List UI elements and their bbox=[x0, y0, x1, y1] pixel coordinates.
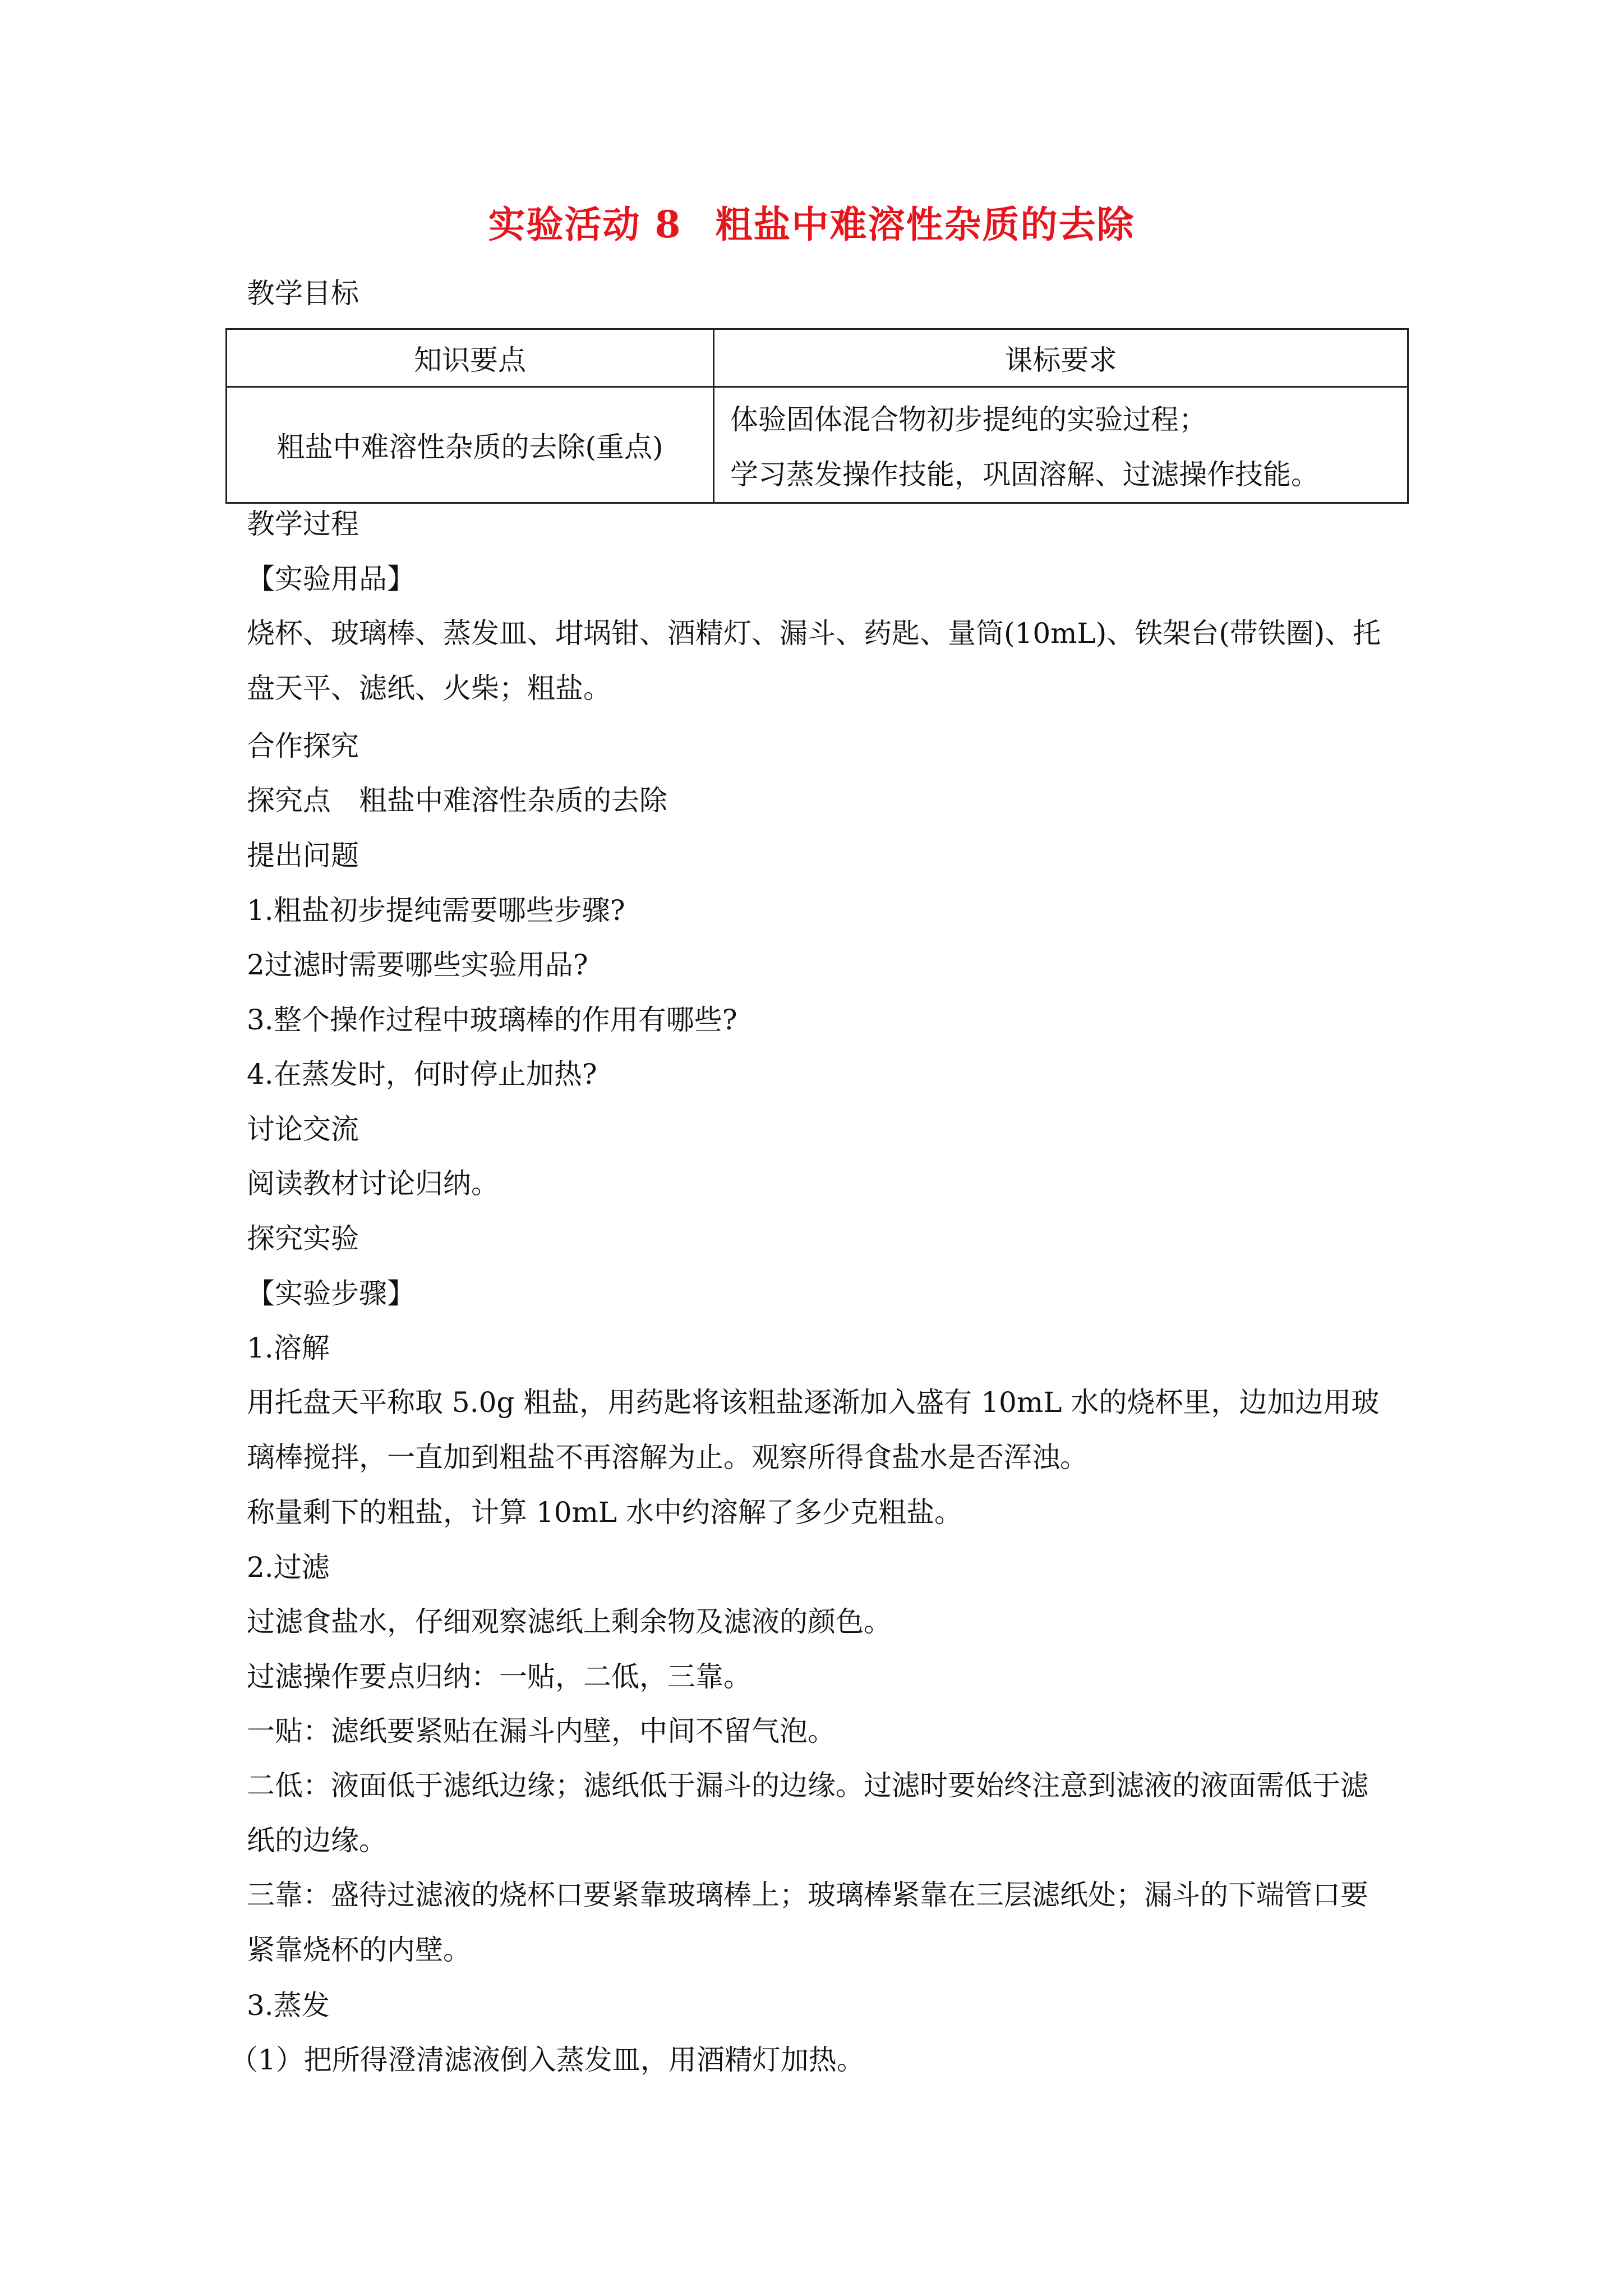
requirement-line: 体验固体混合物初步提纯的实验过程； bbox=[730, 403, 1207, 436]
raise-questions: 提出问题 bbox=[247, 839, 359, 872]
question-item: 1.粗盐初步提纯需要哪些步骤? bbox=[247, 894, 625, 927]
step2-two-low: 二低：液面低于滤纸边缘；滤纸低于漏斗的边缘。过滤时要始终注意到滤液的液面需低于滤纸的边缘。 bbox=[247, 1769, 1368, 1857]
question-item: 2过滤时需要哪些实验用品? bbox=[247, 949, 588, 981]
section-objectives: 教学目标 bbox=[247, 277, 359, 310]
heading-materials: 【实验用品】 bbox=[247, 563, 415, 595]
step2-three-lean: 三靠：盛待过滤液的烧杯口要紧靠玻璃棒上；玻璃棒紧靠在三层滤纸处；漏斗的下端管口要紧靠烧杯的内壁。 bbox=[247, 1879, 1368, 1966]
header-knowledge-points: 知识要点 bbox=[227, 329, 714, 387]
step2-summary: 过滤操作要点归纳：一贴，二低，三靠。 bbox=[247, 1660, 751, 1693]
question-item: 3.整个操作过程中玻璃棒的作用有哪些? bbox=[247, 1004, 737, 1036]
cell-knowledge-point: 粗盐中难溶性杂质的去除(重点) bbox=[227, 387, 714, 503]
discussion-text: 阅读教材讨论归纳。 bbox=[247, 1167, 499, 1200]
heading-steps: 【实验步骤】 bbox=[247, 1277, 415, 1310]
table-header-row bbox=[227, 329, 1408, 387]
cell-requirements bbox=[714, 387, 1408, 503]
title-activity: 实验活动 8 bbox=[488, 203, 682, 246]
question-item: 4.在蒸发时，何时停止加热? bbox=[247, 1058, 597, 1091]
discussion-heading: 讨论交流 bbox=[247, 1113, 359, 1145]
materials-text: 烧杯、玻璃棒、蒸发皿、坩埚钳、酒精灯、漏斗、药匙、量筒(10mL)、铁架台(带铁圈)、托盘天平、滤纸、火柴；粗盐。 bbox=[247, 617, 1381, 705]
title-topic: 粗盐中难溶性杂质的去除 bbox=[715, 203, 1135, 246]
table-row bbox=[227, 387, 1408, 503]
step2-text: 过滤食盐水，仔细观察滤纸上剩余物及滤液的颜色。 bbox=[247, 1605, 892, 1638]
section-process: 教学过程 bbox=[247, 508, 359, 540]
step3-text: （1）把所得澄清滤液倒入蒸发皿，用酒精灯加热。 bbox=[230, 2044, 865, 2076]
step1-text: 用托盘天平称取 5.0g 粗盐，用药匙将该粗盐逐渐加入盛有 10mL 水的烧杯里，边加边用玻璃棒搅拌，一直加到粗盐不再溶解为止。观察所得食盐水是否浑浊。 bbox=[247, 1386, 1380, 1474]
objectives-table bbox=[225, 328, 1409, 504]
step3-title: 3.蒸发 bbox=[247, 1989, 330, 2022]
page-title bbox=[0, 199, 1623, 250]
requirement-line: 学习蒸发操作技能，巩固溶解、过滤操作技能。 bbox=[730, 458, 1319, 491]
header-curriculum-requirements: 课标要求 bbox=[714, 329, 1408, 387]
step2-one-tie: 一贴：滤纸要紧贴在漏斗内壁，中间不留气泡。 bbox=[247, 1715, 836, 1747]
cooperative-inquiry: 合作探究 bbox=[247, 730, 359, 762]
step2-title: 2.过滤 bbox=[247, 1551, 330, 1584]
experiment-heading: 探究实验 bbox=[247, 1222, 359, 1255]
step1-text2: 称量剩下的粗盐，计算 10mL 水中约溶解了多少克粗盐。 bbox=[247, 1496, 963, 1529]
step1-title: 1.溶解 bbox=[247, 1332, 330, 1364]
inquiry-point: 探究点 粗盐中难溶性杂质的去除 bbox=[247, 784, 667, 817]
